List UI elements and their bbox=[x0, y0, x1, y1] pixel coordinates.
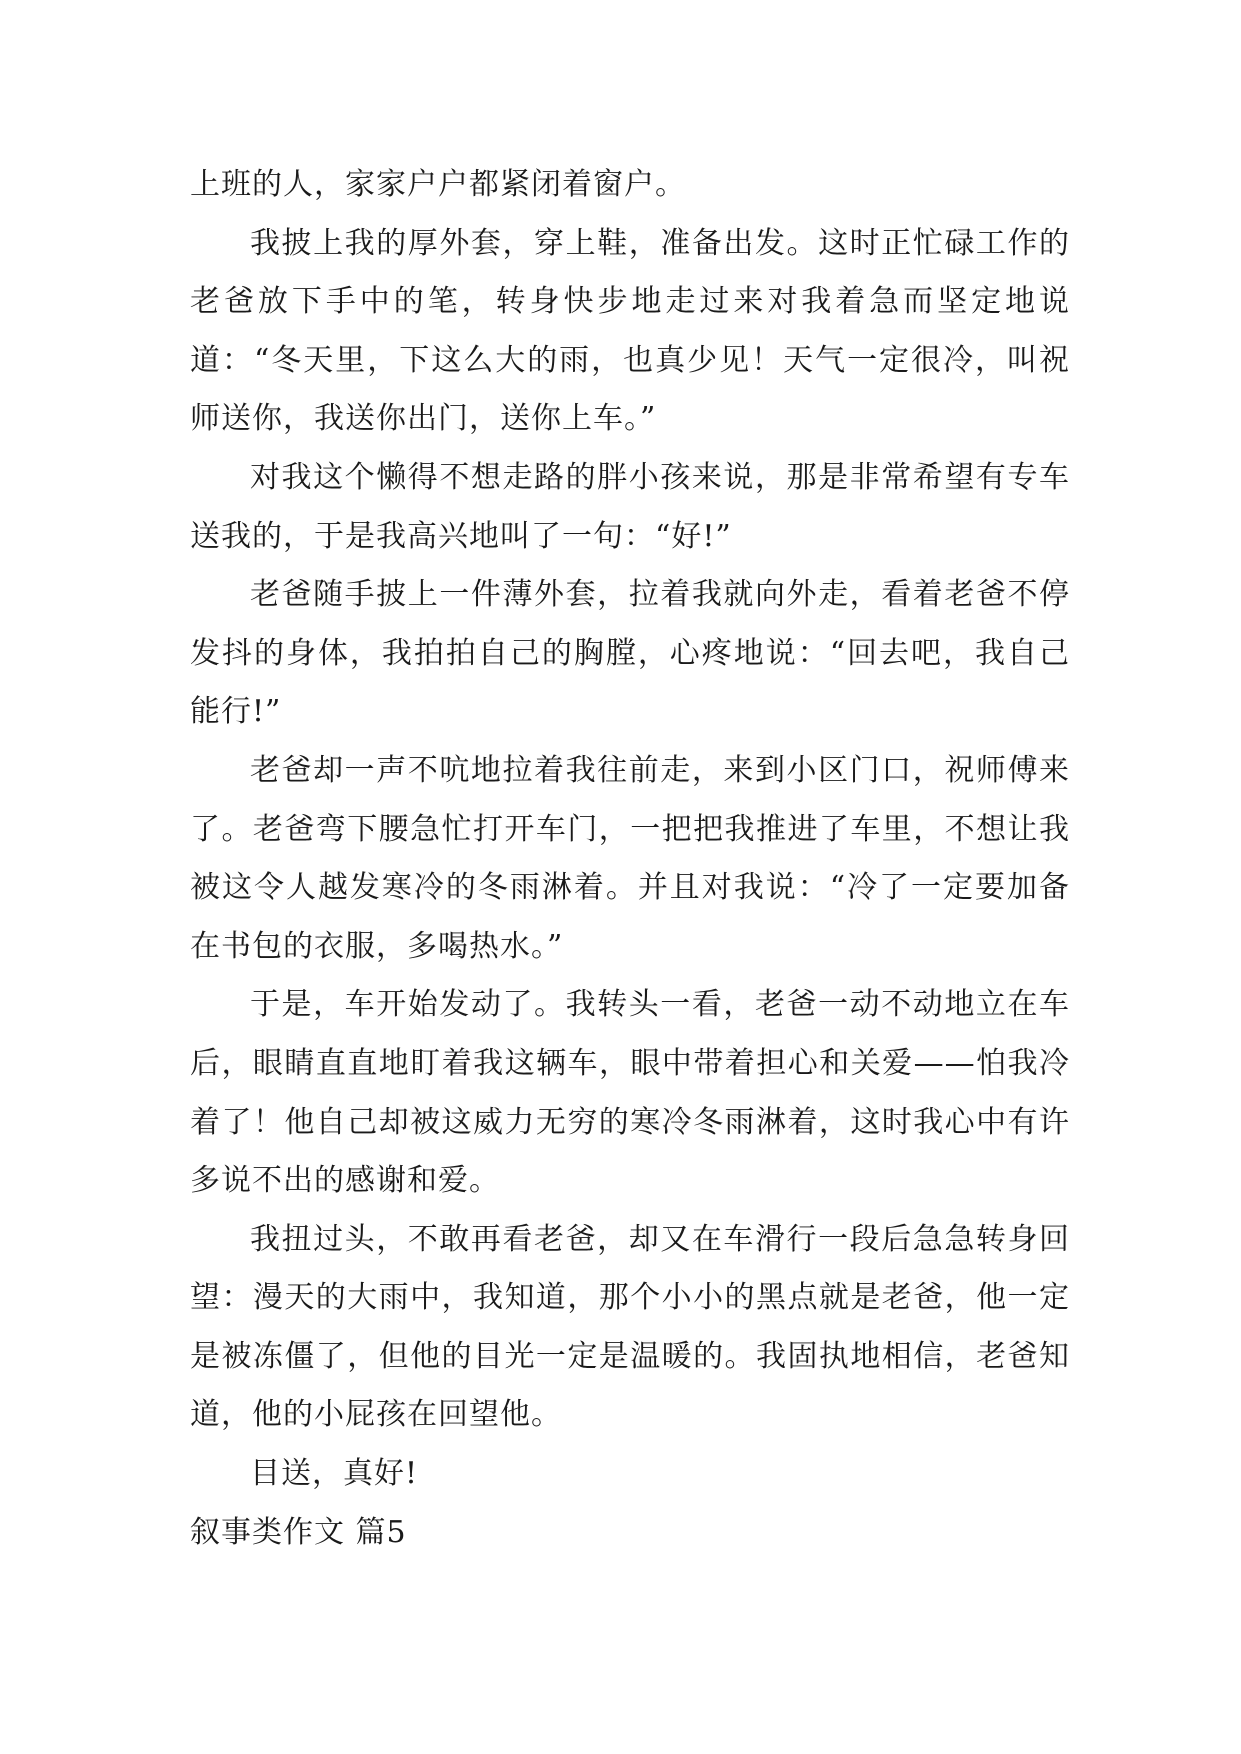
paragraph: 于是，车开始发动了。我转头一看，老爸一动不动地立在车后，眼睛直直地盯着我这辆车，眼中带着担心和关爱——怕我冷着了！他自己却被这威力无穷的寒冷冬雨淋着，这时我心中有许多说不出的感谢和爱。 bbox=[190, 987, 1070, 1199]
paragraph: 对我这个懒得不想走路的胖小孩来说，那是非常希望有专车送我的，于是我高兴地叫了一句：“好!” bbox=[190, 459, 1070, 554]
paragraph: 老爸随手披上一件薄外套，拉着我就向外走，看着老爸不停发抖的身体，我拍拍自己的胸膛，心疼地说：“回去吧，我自己能行!” bbox=[190, 577, 1070, 730]
section-heading: 叙事类作文 篇5 bbox=[190, 1514, 407, 1550]
paragraph: 上班的人，家家户户都紧闭着窗户。 bbox=[190, 167, 686, 202]
paragraph: 老爸却一声不吭地拉着我往前走，来到小区门口，祝师傅来了。老爸弯下腰急忙打开车门，一把把我推进了车里，不想让我被这令人越发寒冷的冬雨淋着。并且对我说：“冷了一定要加备在书包的衣服，多喝热水。” bbox=[190, 752, 1070, 964]
paragraph: 目送，真好! bbox=[250, 1456, 419, 1492]
document-body bbox=[190, 156, 1070, 1562]
paragraph: 我扭过头，不敢再看老爸，却又在车滑行一段后急急转身回望：漫天的大雨中，我知道，那个小小的黑点就是老爸，他一定是被冻僵了，但他的目光一定是温暖的。我固执地相信，老爸知道，他的小屁孩在回望他。 bbox=[190, 1221, 1070, 1433]
paragraph: 我披上我的厚外套，穿上鞋，准备出发。这时正忙碌工作的老爸放下手中的笔，转身快步地走过来对我着急而坚定地说道：“冬天里，下这么大的雨，也真少见！天气一定很冷，叫祝师送你，我送你出门，送你上车。” bbox=[190, 225, 1070, 437]
